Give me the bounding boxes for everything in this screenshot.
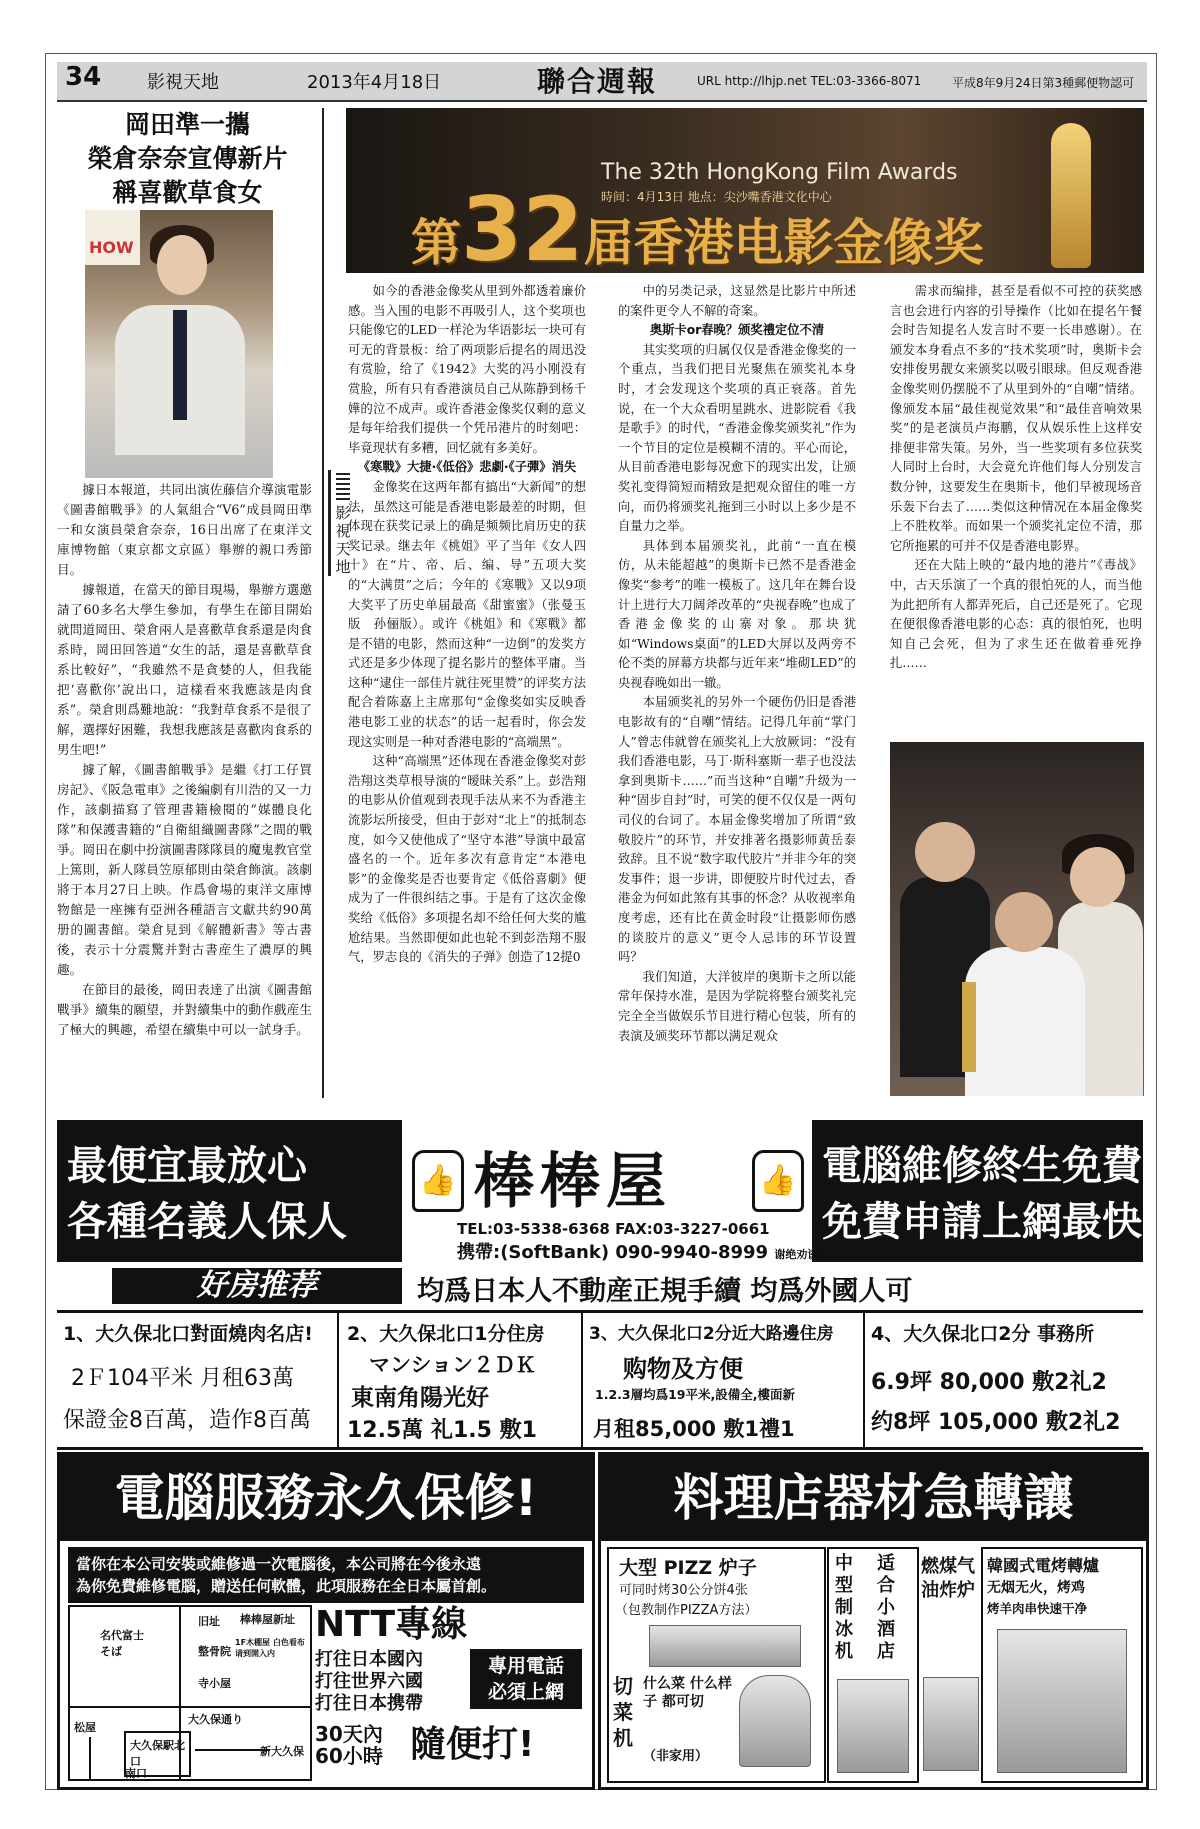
paragraph: 具体到本届颁奖礼，此前“一直在模仿，从未能超越”的奥斯卡已然不是香港金像奖“参考”的唯一模板了。这几年在舞台设计上进行大刀阔斧改革的“央视春晚”也成了香港金像奖的山寨对象。那块犹如“Windows桌面”的LED大屏以及两旁不伦不类的屏幕方块都与近年来“堆砌LED”的央视春晚如出一辙。 — [618, 538, 856, 690]
shop-tel-fax: TEL:03-5338-6368 FAX:03-3227-0661 — [457, 1220, 770, 1238]
ice-machine-item: 中型制冰机 适合小酒店 — [827, 1547, 919, 1783]
issue-date: 2013年4月18日 — [307, 72, 442, 93]
main-story-col3 — [890, 282, 1142, 734]
computer-service-ad — [57, 1452, 595, 1790]
thumbs-up-icon: 👍 — [752, 1150, 804, 1212]
shop-ad-left: 最便宜最放心 各種名義人保人 — [67, 1143, 347, 1245]
service-headline: 電腦服務永久保修! — [60, 1455, 592, 1541]
title-line: 岡田準一攜 — [124, 110, 250, 139]
shop-ad-center — [402, 1120, 819, 1263]
actress-photo — [85, 210, 273, 478]
paragraph: 據報道，在當天的節目現場，舉辦方選邀請了60多名大學生參加，有學生在節目開始就問道岡田、榮倉兩人是喜歡草食系還是肉食系時，岡田回答道“女生的話，還是喜歡草食系比較好”，“我雖然不是貪婪的人，但我能把‘喜歡你’說出口，這樣看來我應該是肉食系”。榮倉則爲難地說：“我對草食系不是很了解，選擇好困難，我想我應該是喜歡肉食系的男生吧!” — [57, 582, 312, 757]
shop-ad — [57, 1120, 1143, 1262]
pizza-oven-icon — [649, 1625, 801, 1667]
film-awards-banner — [346, 108, 1144, 273]
housing-tag: 好房推荐 — [112, 1268, 402, 1304]
paragraph: 我们知道，大洋彼岸的奥斯卡之所以能常年保持水准，是因为学院将整台颁奖礼完完全全当做娱乐节目进行精心包装，所有的表演及颁奖环节都以满足观众 — [618, 969, 856, 1043]
listing-3: 3、大久保北口2分近大路邊住房 购物及方便 1.2.3層均爲19平米,設備全,樓面新 月租85,000 敷1禮1 — [583, 1313, 865, 1447]
postal-permit: 平成8年9月24日第3種郵便物認可 — [952, 76, 1135, 90]
section-name: 影視天地 — [147, 72, 219, 93]
trophy-icon — [1051, 123, 1091, 268]
banner-english: The 32th HongKong Film Awards — [601, 160, 958, 185]
url-tel: URL http://lhjp.net TEL:03-3366-8071 — [697, 74, 922, 88]
listing-4: 4、大久保北口2分 事務所 6.9坪 80,000 敷2礼2 约8坪 105,000 敷2礼2 — [871, 1323, 1121, 1435]
banner-info: 時间：4月13日 地点：尖沙嘴香港文化中心 — [601, 190, 832, 204]
fryer-icon — [923, 1677, 979, 1771]
subheading: 《寒戰》大捷·《低俗》悲劇·《子彈》消失 — [357, 460, 577, 475]
left-story-title — [55, 108, 320, 210]
main-story-col1 — [348, 282, 586, 968]
housing-text: 均爲日本人不動産正規手續 均爲外國人可 — [417, 1276, 913, 1307]
awards-ceremony-photo — [890, 742, 1144, 1096]
grill-icon — [997, 1629, 1127, 1773]
banner-title: 第32届香港电影金像奖 — [411, 178, 984, 273]
shop-ad-right: 電腦維修終生免費 免費申請上網最快 — [822, 1143, 1142, 1245]
location-map: 旧址 棒棒屋新址 1F木棚屋 白色看布 请到開入内 名代富士そば 整骨院 寺小屋 大久保通り 新大久保 大久保駅北口 南口 松屋 — [68, 1605, 312, 1781]
left-story-body — [57, 480, 312, 1040]
paragraph: 还在大陆上映的“最内地的港片”《毒战》中，古天乐演了一个真的很怕死的人，而当他为此把所有人都弄死后，自己还是死了。它现在便很像香港电影的心态：真的很怕死，也明知自己会死，但为了求生还在做着垂死挣扎…… — [890, 558, 1142, 671]
pizza-oven-item: 大型 PIZZ 炉子 可同时烤30公分饼4张 （包教制作PIZZA方法） 切菜机 什么菜 什么样子 都可切 （非家用） — [607, 1547, 826, 1783]
page-header — [57, 62, 1147, 102]
paragraph: 中的另类记录，这显然是比影片中所述的案件更令人不解的奇案。 — [618, 284, 856, 318]
paragraph: 本届颁奖礼的另外一个硬伤仍旧是香港电影故有的“自嘲”情结。记得几年前“掌门人”曾志伟就曾在颁奖礼上大放厥词：“没有我们香港电影，马丁·斯科塞斯一辈子也没法拿到奥斯卡……”而当这种“自嘲”升级为一种“固步自封”时，可笑的便不仅仅是一两句司仪的台词了。本届金像奖增加了所谓“致敬胶片”的环节，并安排著名摄影师黄岳泰致辞。且不说“数字取代胶片”并非今年的突发事件；退一步讲，即便胶片时代过去，香港金为何如此煞有其事的怀念？从收视率角度考虑，还有比在黄金时段“让摄影师伤感的谈胶片的意义”更令人忌讳的环节设置吗？ — [618, 695, 856, 965]
title-line: 榮倉奈奈宣傳新片 — [87, 144, 288, 173]
column-divider — [322, 108, 324, 1098]
paragraph: 如今的香港金像奖从里到外都透着廉价感。当入围的电影不再吸引人，这个奖项也只能像它的LED一样沦为华语影坛一块可有可无的背景板：给了两项影后提名的周迅没有赏脸，给了《1942》大奖的冯小刚没有赏脸，所有只有香港演员自己从陈静到杨千嬅的泣不成声。或许香港金像奖仅剩的意义是每年给我们提供一个凭吊港片的时刻吧：毕竟现状有多糟，回忆就有多美好。 — [348, 284, 586, 455]
paragraph: 其实奖项的归属仅仅是香港金像奖的一个重点，当我们把目光聚焦在颁奖礼本身时，才会发现这个奖项的真正衰落。首先说，在一个大众看明星跳水、进影院看《我是歌手》的时代，“香港金像奖颁奖礼”作为一个节目的定位是模糊不清的。平心而论，从目前香港电影每况愈下的现实出发，让颁奖礼变得简短而精致是把观众留住的唯一方向，而仍将颁奖礼拖到三小时以上多少是不自量力之举。 — [618, 342, 856, 534]
vegetable-cutter-icon — [739, 1675, 811, 1767]
subheading: 奥斯卡or春晚？颁奖禮定位不清 — [649, 323, 825, 338]
housing-listings — [57, 1310, 1143, 1450]
paragraph: 據了解，《圖書館戰爭》是繼《打工仔買房記》、《阪急電車》之後編劇有川浩的又一力作，該劇描寫了管理書籍檢閱的“媒體良化隊”和保護書籍的“自衛組織圖書隊”之間的戰爭。岡田在劇中扮演圖書隊隊員的魔鬼教官堂上篤則，新人隊員笠原郁則由榮倉飾演。該劇將于本月27日上映。作爲會場的東洋文庫博物館是一座擁有亞洲各種語言文獻共約90萬册的圖書館。榮倉見到《解體新書》等古書後，表示十分震驚并對古書産生了濃厚的興趣。 — [57, 762, 312, 977]
trophy-icon — [962, 982, 976, 1072]
shop-mobile: 携帶:(SoftBank) 090-9940-8999 谢绝劝诱 — [457, 1242, 819, 1263]
paragraph: 这种“高端黑”还体现在香港金像奖对彭浩翔这类草根导演的“暧昧关系”上。彭浩翔的电影从价值观到表现手法从来不为香港主流影坛所接受，但由于彭对“北上”的抵制态度，如今又使他成了“坚守本港”导演中最富盛名的一个。近年多次有意肯定“本港电影”的金像奖是否也要肯定《低俗喜劇》便成为了一件很纠结之事。于是有了这次金像奖给《低俗》多项提名却不给任何大奖的尴尬结果。当然即便如此也轮不到彭浩翔不服气，罗志良的《消失的子弹》创造了12提0 — [348, 754, 586, 965]
main-story-col2 — [618, 282, 856, 1046]
equipment-sale-ad — [598, 1452, 1149, 1790]
service-description: 當你在本公司安裝或維修過一次電腦後，本公司將在今後永遠 為你免費維修電腦，贈送任何軟體，此項服務在全日本屬首創。 — [68, 1547, 584, 1603]
paragraph: 據日本報道，共同出演佐藤信介導演電影《圖書館戰爭》的人氣組合“V6”成員岡田準一和女演員榮倉奈奈，16日出席了在東洋文庫博物館（東京都文京區）舉辦的親口秀節目。 — [57, 482, 312, 577]
fryer-item: 燃煤气油炸炉 — [919, 1547, 979, 1779]
ice-machine-icon — [837, 1679, 909, 1773]
korean-grill-item: 韓國式電烤轉爐 无烟无火，烤鸡 烤羊肉串快速干净 — [981, 1547, 1143, 1783]
paper-logo: 聯合週報 — [537, 65, 658, 98]
vertical-section-tag: 影視天地 — [328, 470, 353, 576]
paragraph: 金像奖在这两年都有搞出“大新闻”的想法，虽然这可能是香港电影最差的时期，但体现在获奖记录上的确是频频比肩历史的获奖记录。继去年《桃姐》平了当年《女人四十》在“片、帝、后、编、导”五项大奖的“大满贯”之后；今年的《寒戰》又以9项大奖平了历史单届最高《甜蜜蜜》（张曼玉版 孙俪版）。或许《桃姐》和《寒戰》都是不错的电影，然而这种“一边倒”的发奖方式还是多少体现了提名影片的整体平庸。当这种“逮住一部佳片就往死里赞”的评奖方法配合着陈嘉上主席那句“金像奖如实反映香港电影工业的状态”的话一起看时，你会发现这实则是一种对香港电影的“高端黑”。 — [348, 479, 586, 749]
paragraph: 在節目的最後，岡田表達了出演《圖書館戰爭》續集的願望，并對續集中的動作戲産生了極大的興趣，希望在續集中可以一試身手。 — [57, 982, 312, 1037]
paragraph: 需求而编排，甚至是看似不可控的获奖感言也会进行内容的引导操作（比如在提名午餐会时告知提名人发言时不要一长串感谢）。在颁发本身看点不多的“技术奖项”时，奥斯卡会安排俊男靓女来颁奖以吸引眼球。但反观香港金像奖则仍摆脱不了从里到外的“自嘲”情绪。像颁发本届“最佳视觉效果”和“最佳音响效果奖”的是老演员卢海鹏，仅从娱乐性上这样安排便非常失策。另外，当一些奖项有多位获奖人同时上台时，大会竟允许他们每人分别发言数分钟，这要发生在奥斯卡，他们早被现场音乐轰下台去了……类似这种情况在本届金像奖上不胜枚举。而如果一个颁奖礼定位不清，那它所拖累的可并不仅是香港电影界。 — [890, 284, 1142, 553]
thumbs-up-icon: 👍 — [412, 1150, 464, 1212]
page-number: 34 — [65, 62, 102, 92]
shop-name: 棒棒屋 — [474, 1147, 672, 1217]
housing-banner — [57, 1266, 1143, 1306]
backdrop-sign: HOW — [85, 210, 140, 265]
ntt-line-ad: NTT專線 打往日本國內 打往世界六國 打往日本携帶 專用電話 必須上網 30天內 60小時 隨便打! — [315, 1605, 585, 1645]
listing-2: 2、大久保北口1分住房 マンション２ＤＫ 東南角陽光好 12.5萬 礼1.5 敷1 — [339, 1313, 583, 1447]
equipment-headline: 料理店器材急轉讓 — [601, 1455, 1146, 1541]
title-line: 稱喜歡草食女 — [112, 178, 263, 207]
listing-1: 1、大久保北口對面燒肉名店! 2Ｆ104平米 月租63萬 保證金8百萬，造作8百萬 — [57, 1313, 339, 1447]
